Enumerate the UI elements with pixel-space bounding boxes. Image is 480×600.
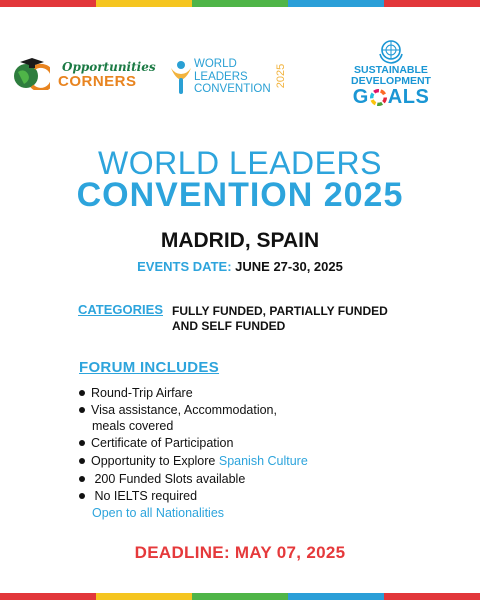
categories-label: CATEGORIES — [78, 302, 163, 317]
list-item-text: meals covered — [92, 419, 174, 433]
leader-figure-icon — [168, 58, 196, 96]
events-date — [0, 259, 480, 274]
categories-value-line1: FULLY FUNDED, PARTIALLY FUNDED — [172, 304, 388, 318]
wlc-logo-year: 2025 — [275, 63, 288, 89]
world-leaders-convention-logo — [168, 54, 308, 98]
sdg-logo-line2: DEVELOPMENT — [351, 75, 431, 87]
wlc-logo-year-wrap — [275, 58, 295, 98]
sdg-color-wheel-icon — [370, 89, 387, 106]
globe-graduation-icon — [12, 56, 50, 90]
deadline-text: DEADLINE: MAY 07, 2025 — [134, 543, 346, 562]
wlc-logo-line1: WORLD — [194, 58, 237, 70]
events-date-value: JUNE 27-30, 2025 — [235, 259, 343, 274]
headline-line1: WORLD LEADERS — [98, 145, 382, 181]
headline-line2: CONVENTION 2025 — [76, 176, 404, 214]
open-to-all-text: Open to all Nationalities — [92, 506, 225, 520]
event-location: MADRID, SPAIN — [160, 229, 320, 252]
list-item-text: No IELTS required — [94, 489, 198, 503]
bullet-icon — [79, 476, 85, 482]
opportunities-corners-logo — [12, 54, 156, 94]
top-color-stripe — [0, 0, 480, 7]
wlc-logo-line2: LEADERS — [194, 70, 248, 83]
list-item-text: 200 Funded Slots available — [94, 472, 246, 486]
list-item — [79, 454, 308, 468]
bullet-icon — [79, 390, 85, 396]
list-item — [79, 489, 197, 503]
logo-row — [0, 38, 480, 108]
wlc-logo-line3: CONVENTION — [194, 83, 271, 95]
list-item-continuation — [92, 419, 173, 433]
sdg-goals-als: ALS — [387, 86, 430, 108]
list-item — [79, 472, 245, 486]
list-item-text: Round-Trip Airfare — [91, 386, 193, 400]
list-item-text: Visa assistance, Accommodation, — [91, 403, 277, 417]
list-item-text: Opportunity to Explore — [91, 454, 219, 468]
list-item — [79, 386, 193, 400]
bullet-icon — [79, 458, 85, 464]
oc-logo-line1: Opportunities — [62, 60, 156, 74]
events-date-label: EVENTS DATE: — [137, 259, 232, 274]
sdg-logo-goals — [346, 87, 436, 107]
list-item — [79, 403, 277, 417]
un-emblem-icon — [377, 38, 405, 64]
categories-value-line2: AND SELF FUNDED — [172, 319, 286, 333]
sdg-logo — [346, 38, 436, 108]
bullet-icon — [79, 407, 85, 413]
list-item — [79, 436, 233, 450]
bullet-icon — [79, 493, 85, 499]
list-item-text: Certificate of Participation — [91, 436, 234, 450]
bullet-icon — [79, 440, 85, 446]
oc-logo-line2: CORNERS — [58, 73, 137, 90]
list-item-highlight: Spanish Culture — [218, 454, 308, 468]
forum-includes-heading: FORUM INCLUDES — [79, 359, 220, 376]
sdg-logo-line1: SUSTAINABLE — [354, 64, 428, 76]
wlc-logo-text — [194, 58, 271, 96]
sdg-goals-g: G — [352, 86, 369, 108]
bottom-color-stripe — [0, 593, 480, 600]
